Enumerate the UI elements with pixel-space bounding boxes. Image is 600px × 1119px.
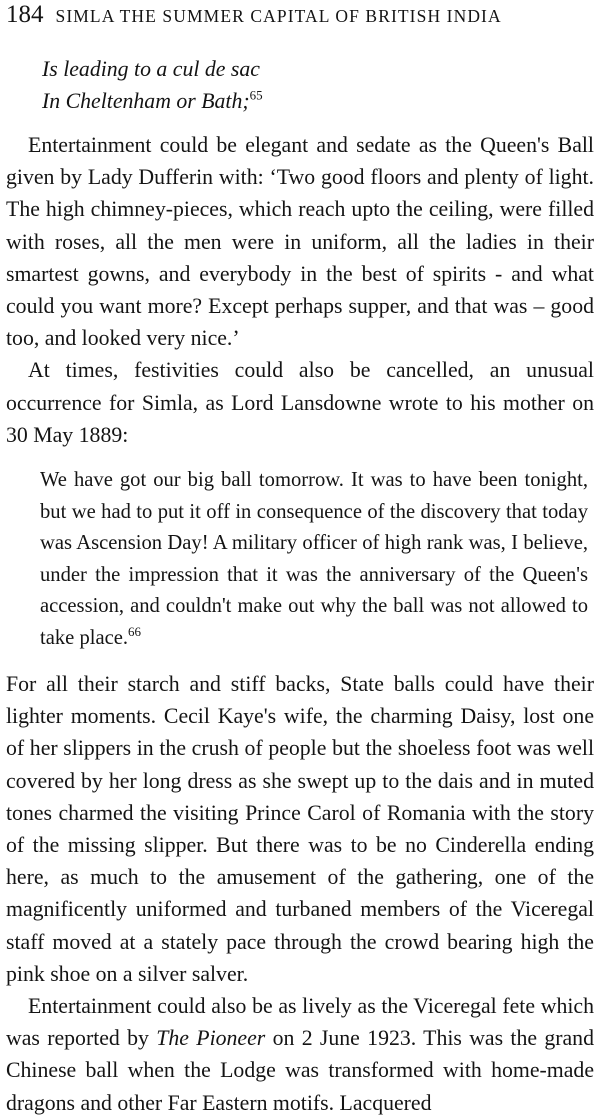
verse-line-2 — [42, 85, 594, 117]
newspaper-title: The Pioneer — [156, 1026, 266, 1051]
footnote-ref-66: 66 — [128, 623, 142, 639]
paragraph-festivities-cancelled: At times, festivities could also be cancelled, an unusual occurrence for Simla, as Lord Lansdowne wrote to his mother on 30 May 1889: — [6, 358, 594, 447]
paragraph-queens-ball: Entertainment could be elegant and sedate as the Queen's Ball given by Lady Dufferin with: ‘Two good floors and plenty of light. The high chimney-pieces, which reach upto the ceiling, were filled with roses, all the men were in uniform, all the ladies in their smartest gowns, and everybody in the best of spirits - and what could you want more? Except perhaps supper, and that was – good too, and looked very nice.’ — [6, 133, 594, 351]
verse-line-1: Is leading to a cul de sac — [42, 57, 260, 81]
paragraph-viceregal-fete — [6, 990, 594, 1119]
running-head: SIMLA THE SUMMER CAPITAL OF BRITISH INDIA — [55, 6, 502, 26]
fete-text-after: on 2 June 1923. This was the grand Chinese ball when the Lodge was transformed with home-made dragons and other Far Eastern motifs. Lacquered — [6, 1026, 594, 1115]
paragraph-state-balls: For all their starch and stiff backs, State balls could have their lighter moments. Cecil Kaye's wife, the charming Daisy, lost one of her slippers in the crush of people but the shoeless foot was well covered by her long dress as she swept up to the dais and in muted tones charmed the visiting Prince Carol of Romania with the story of the missing slipper. But there was to be no Cinderella ending here, as much to the amusement of the gathering, one of the magnificently uniformed and turbaned members of the Viceregal staff moved at a stately pace through the crowd bearing high the pink shoe on a silver salver. — [6, 672, 594, 986]
page-number: 184 — [6, 1, 44, 28]
fete-text-before: Entertainment could also be as lively as the Viceregal fete which was reported by — [6, 994, 594, 1051]
page-header — [6, 1, 594, 31]
block-quote-text: We have got our big ball tomorrow. It was to have been tonight, but we had to put it off in consequence of the discovery that today was Ascension Day! A military officer of high rank was, I believe, under the impression that it was the anniversary of the Queen's accession, and couldn't make out why the ball was not allowed to take place. — [40, 469, 588, 649]
block-quote-lansdowne — [40, 465, 588, 654]
verse-quotation — [42, 53, 594, 117]
verse-line-2-text: In Cheltenham or Bath; — [42, 89, 250, 113]
footnote-ref-65: 65 — [249, 87, 263, 103]
